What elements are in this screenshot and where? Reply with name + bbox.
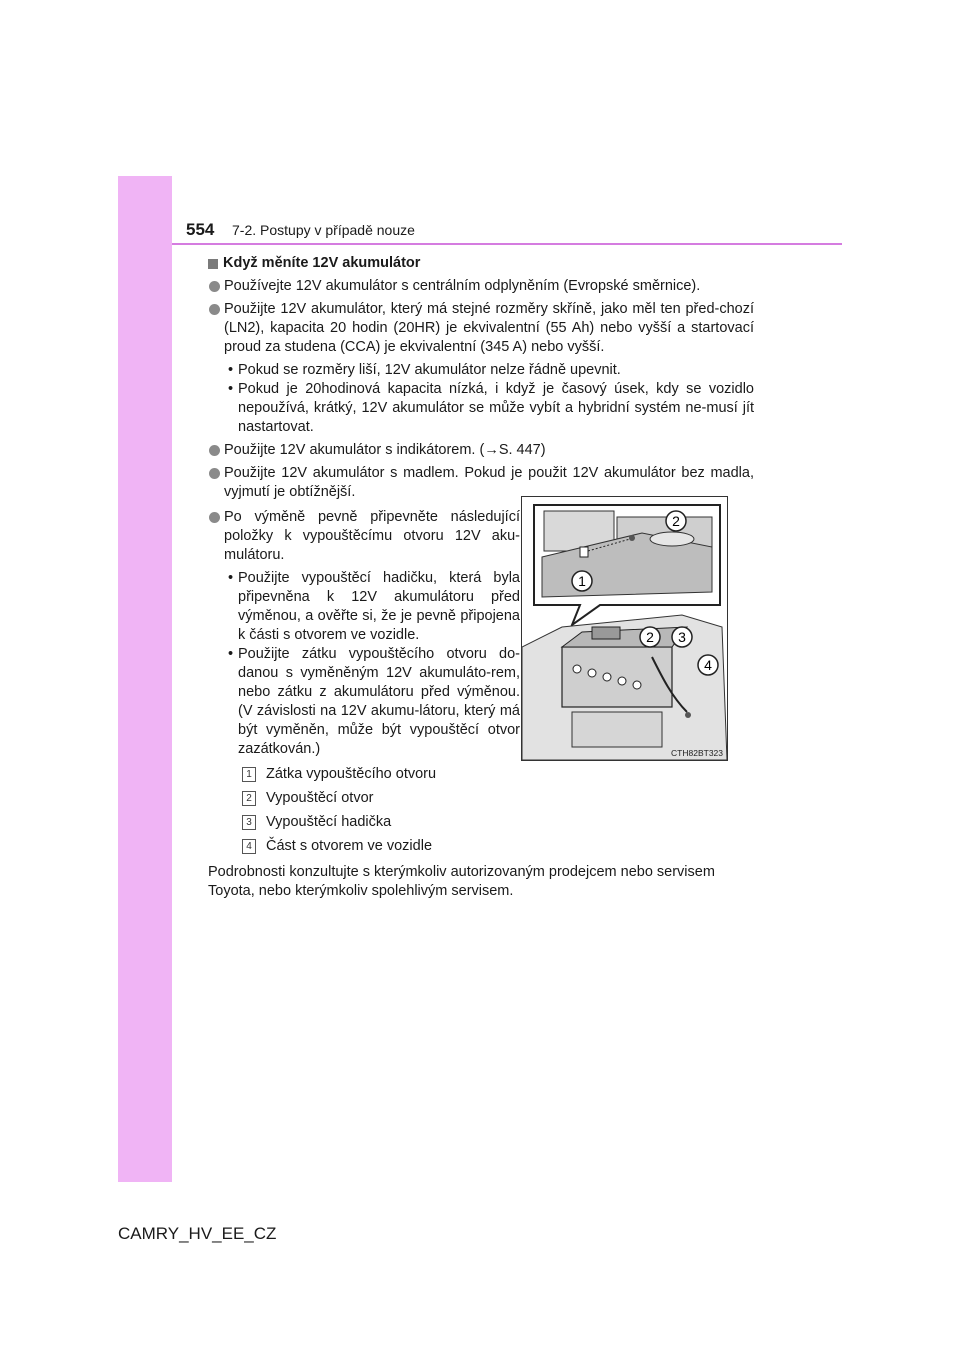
item-text: Použijte 12V akumulátor s madlem. Pokud je použit 12V akumulátor bez madla, vyjmutí je obtížnější. [224,465,754,500]
battery-drawing [522,497,727,760]
small-bullet-icon: • [228,362,234,378]
battery-illustration [521,496,728,761]
list-item [208,441,754,460]
svg-text:2: 2 [672,513,680,529]
closing-paragraph: Podrobnosti konzultujte s kterýmkoliv autorizovaným prodejcem nebo servisem Toyota, nebo kterýmkoliv spolehlivým servisem. [208,864,715,899]
list-item [208,508,520,565]
list-item [208,300,754,357]
item-text: Po výměně pevně připevněte následující položky k vypouštěcímu otvoru 12V aku-mulátoru. [224,509,520,563]
svg-text:3: 3 [678,629,686,645]
callout-1 [572,571,592,591]
round-bullet-icon [209,281,220,292]
section-heading [208,254,754,273]
callout-3 [672,627,692,647]
small-bullet-icon: • [228,570,234,586]
item-text: Použijte 12V akumulátor, který má stejné rozměry skříně, jako měl ten před-chozí (LN2), kapacita 20 hodin (20HR) je ekvivalentní (55 Ah) nebo vyšší a startovací proud za studena (CCA) je ekvivalentní (345 A) nebo vyšší. [224,301,754,355]
square-bullet-icon [208,259,218,269]
round-bullet-icon [209,304,220,315]
small-bullet-icon: • [228,381,234,397]
page-number: 554 [186,220,215,239]
round-bullet-icon [209,512,220,523]
callout-2-top [666,511,686,531]
legend-row [242,765,754,783]
round-bullet-icon [209,445,220,456]
footer-code: CAMRY_HV_EE_CZ [118,1224,277,1243]
sub-item [208,569,520,645]
legend-text: Vypouštěcí hadička [266,813,392,830]
callout-number: 3 [242,815,256,830]
sub-item-text: Použijte zátku vypouštěcího otvoru do-danou s vyměněným 12V akumuláto-rem, nebo zátku z akumulátoru před výměnou. (V závislosti na 12V akumu-látoru, který má být vyměněn, může být vypouštěcí otvor zazátkován.) [238,646,520,757]
legend-row [242,813,754,831]
legend-row [242,837,754,855]
legend-text: Část s otvorem ve vozidle [266,837,433,854]
svg-text:2: 2 [646,629,654,645]
section-title: 7-2. Postupy v případě nouze [232,222,415,238]
callout-number: 1 [242,767,256,782]
round-bullet-icon [209,468,220,479]
callout-number: 2 [242,791,256,806]
list-item [208,277,754,296]
sub-item [208,380,754,437]
sub-item-text: Pokud je 20hodinová kapacita nízká, i když je časový úsek, kdy se vozidlo nepoužívá, krátký, 12V akumulátor se může vybít a hybridní systém ne-musí jít nastartovat. [238,381,754,435]
sub-item [208,361,754,380]
callout-2 [640,627,660,647]
legend-row [242,789,754,807]
figure-code: CTH82BT323 [671,748,723,758]
item-text: Použijte 12V akumulátor s indikátorem. (→S. 447) [224,442,546,458]
heading-text: Když měníte 12V akumulátor [223,255,421,271]
sub-item-text: Pokud se rozměry liší, 12V akumulátor nelze řádně upevnit. [238,362,621,378]
item-text: Používejte 12V akumulátor s centrálním odplyněním (Evropské směrnice). [224,278,701,294]
sub-item [208,645,520,759]
header-rule [172,243,842,245]
legend-text: Vypouštěcí otvor [266,789,374,806]
legend-text: Zátka vypouštěcího otvoru [266,765,437,782]
svg-text:1: 1 [578,573,586,589]
small-bullet-icon: • [228,646,234,662]
side-band [118,176,172,1182]
callout-number: 4 [242,839,256,854]
sub-item-text: Použijte vypouštěcí hadičku, která byla připevněna k 12V akumulátoru před výměnou, a ověřte si, že je pevně připojena k části s otvorem ve vozidle. [238,570,520,643]
callout-4 [698,655,718,675]
svg-text:4: 4 [704,657,712,673]
